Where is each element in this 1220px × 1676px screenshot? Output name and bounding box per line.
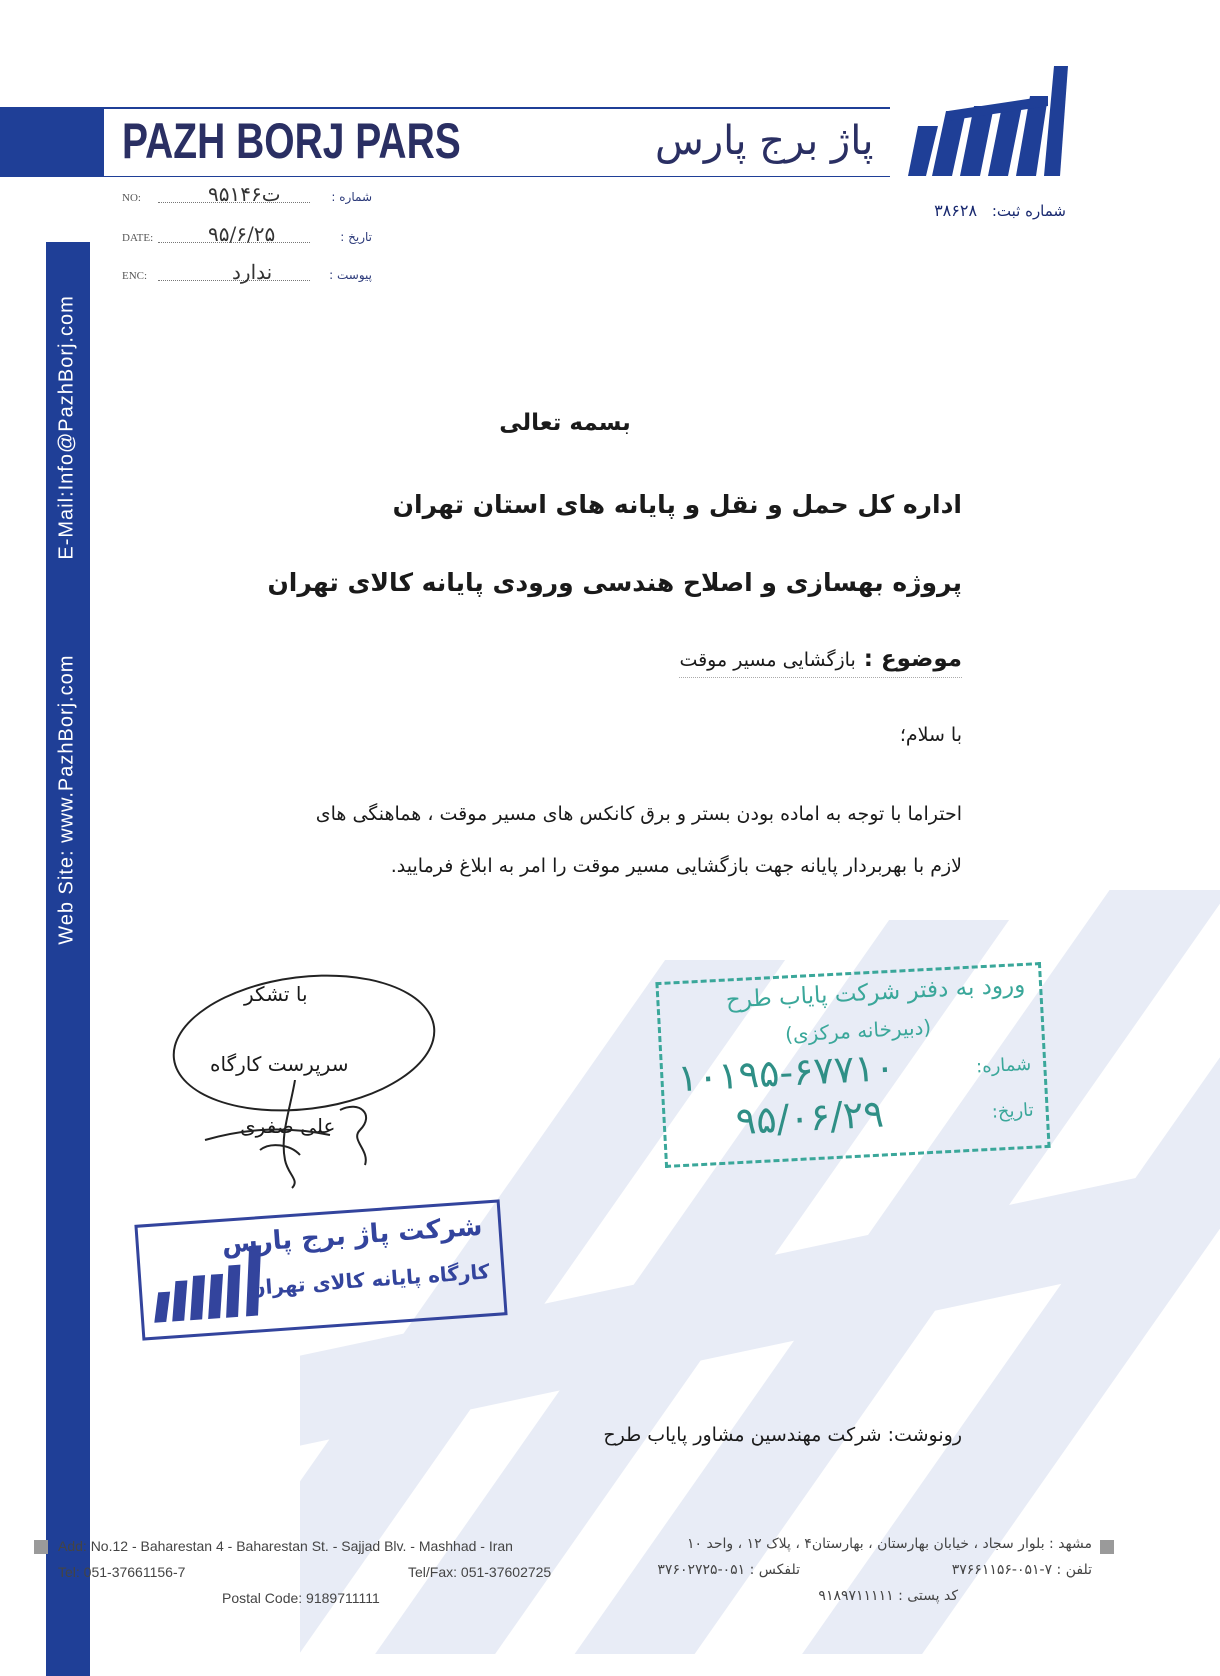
registration-label: شماره ثبت: (991, 202, 1066, 220)
meta-no-value: ۹۵ت۱۴۶ (208, 182, 281, 206)
body-line-2: لازم با بهربردار پایانه جهت بازگشایی مسیر موقت را امر به ابلاغ فرمایید. (390, 855, 962, 877)
greeting: با سلام؛ (899, 724, 962, 746)
body-line-1: احتراما با توجه به اماده بودن بستر و برق کانکس های مسیر موقت ، هماهنگی های (315, 803, 962, 825)
brand-name-english: PAZH BORJ PARS (122, 113, 461, 169)
receipt-stamp-line-2: (دبیرخانه مرکزی) (784, 1014, 932, 1047)
invocation: بسمه تعالی (499, 410, 631, 436)
signer-title: سرپرست کارگاه (210, 1052, 349, 1076)
side-contact-text (56, 295, 79, 945)
meta-no-label-en: NO: (122, 192, 141, 204)
subject-line (679, 646, 962, 672)
meta-number-row (122, 182, 372, 210)
footer-bullet-en (34, 1540, 48, 1554)
meta-date-row (122, 222, 372, 250)
receipt-date-label: تاریخ: (991, 1099, 1035, 1123)
receipt-number-label: شماره: (975, 1053, 1032, 1078)
signer-name: علی صفری (240, 1114, 336, 1138)
closing: با تشکر (244, 982, 308, 1006)
footer-tel-en: Tel: 051-37661156-7 (58, 1564, 186, 1580)
footer-telfax-en: Tel/Fax: 051-37602725 (408, 1564, 552, 1580)
footer-tel-fa: تلفن : ۷-۰۵۱-۳۷۶۶۱۱۵۶ (951, 1562, 1092, 1578)
subject-label: موضوع : (863, 646, 962, 672)
meta-enc-label-fa: پیوست : (329, 268, 372, 282)
registration-value: ۳۸۶۲۸ (934, 201, 978, 220)
meta-date-label-en: DATE: (122, 232, 154, 244)
meta-enc-label-en: ENC: (122, 270, 148, 282)
company-stamp-line-2: کارگاه پایانه کالای تهران (247, 1259, 491, 1301)
registration-number (934, 201, 1066, 220)
receipt-date-value: ۹۵/۰۶/۲۹ (734, 1091, 885, 1144)
recipient: اداره کل حمل و نقل و پایانه های استان تهران (392, 490, 962, 519)
company-logo-icon (908, 66, 1068, 186)
side-email: E-Mail:Info@PazhBorj.com (55, 295, 78, 560)
meta-enc-value: ندارد (232, 260, 273, 284)
footer-postal-en: Postal Code: 9189711111 (222, 1590, 380, 1606)
meta-date-value: ۹۵/۶/۲۵ (208, 222, 276, 246)
company-stamp-line-1: شرکت پاژ برج پارس (220, 1211, 484, 1260)
subject-value: بازگشایی مسیر موقت (679, 649, 856, 671)
header-rule (0, 107, 890, 109)
brand-name-persian: پاژ برج پارس (655, 118, 874, 164)
side-website: Web Site: www.PazhBorj.com (55, 654, 78, 945)
meta-enclosure-row (122, 260, 372, 288)
footer-address-fa: مشهد : بلوار سجاد ، خیابان بهارستان ، بهارستان۴ ، پلاک ۱۲ ، واحد ۱۰ (687, 1536, 1092, 1552)
receipt-stamp (655, 962, 1050, 1168)
meta-no-label-fa: شماره : (331, 190, 372, 204)
footer-address-en: Add: No.12 - Baharestan 4 - Baharestan St. - Sajjad Blv. - Mashhad - Iran (58, 1538, 513, 1554)
meta-date-label-fa: تاریخ : (340, 230, 372, 244)
project-title: پروژه بهسازی و اصلاح هندسی ورودی پایانه کالای تهران (267, 568, 962, 597)
header-rule-bottom (0, 176, 890, 177)
body-paragraph (185, 788, 962, 892)
receipt-number-value: ۱۰۱۹۵-۶۷۷۱۰ (676, 1044, 897, 1101)
carbon-copy: رونوشت: شرکت مهندسین مشاور پایاب طرح (603, 1424, 962, 1446)
footer-bullet-fa (1100, 1540, 1114, 1554)
handwritten-signature (200, 1080, 400, 1190)
footer-postal-fa: کد پستی : ۹۱۸۹۷۱۱۱۱۱ (818, 1588, 958, 1604)
header-blue-block (0, 107, 104, 177)
receipt-stamp-line-1: ورود به دفتر شرکت پایاب طرح (725, 971, 1026, 1014)
footer-telfax-fa: تلفکس : ۰۵۱-۳۷۶۰۲۷۲۵ (657, 1562, 800, 1578)
